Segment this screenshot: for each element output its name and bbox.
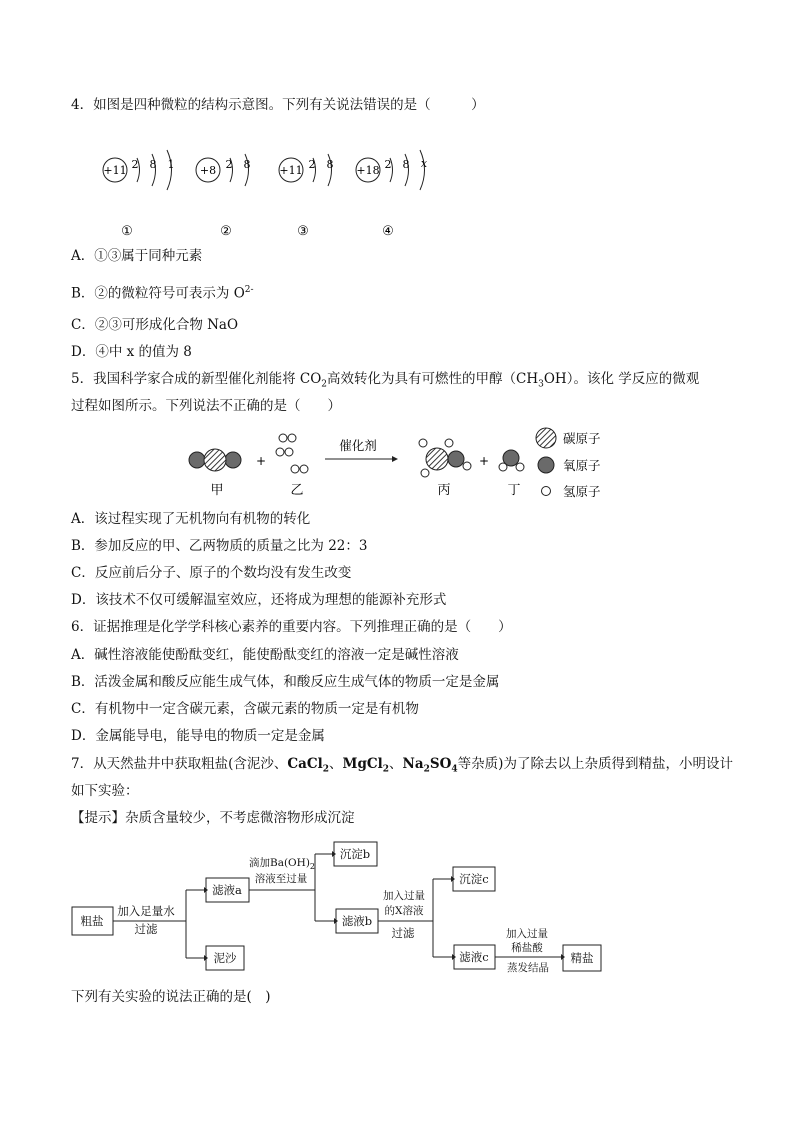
label-mud: 泥沙 xyxy=(213,951,237,965)
molecules-h2 xyxy=(276,434,308,473)
q5-reaction-diagram xyxy=(0,425,794,505)
label-ding: 丁 xyxy=(507,483,521,498)
q4-option-c: C．②③可形成化合物 NaO xyxy=(71,317,239,333)
q5-stem-line2: 过程如图所示。下列说法不正确的是（ ） xyxy=(71,398,341,414)
step4-line1: 加入过量 xyxy=(506,928,548,940)
atom-2-shell-2: 8 xyxy=(243,158,251,171)
q7-stem-line2: 如下实验： xyxy=(71,783,139,799)
legend-carbon-icon xyxy=(536,428,556,448)
atom-4-nucleus: +18 xyxy=(356,164,380,177)
step3-top2: 的X溶液 xyxy=(384,905,424,917)
atom-4-shell-3: x xyxy=(420,157,428,170)
label-filtrate-b: 滤液b xyxy=(341,914,373,928)
step3-bottom: 过滤 xyxy=(391,926,415,940)
q7-stem-line1: 7．从天然盐井中获取粗盐(含泥沙、CaCl$_2$、MgCl$_2$、$Na_2SO_4$等杂质)为了除去以上杂质得到精盐，小明设计 xyxy=(71,756,733,775)
legend-oxygen-icon xyxy=(538,457,554,473)
label-filtrate-c: 滤液c xyxy=(459,950,489,964)
q5-option-d: D．该技术不仅可缓解温室效应，还将成为理想的能源补充形式 xyxy=(71,592,447,608)
q4-option-b: B．②的微粒符号可表示为 $O^{2-}$ xyxy=(71,285,254,302)
q7-hint: 【提示】杂质含量较少，不考虑微溶物形成沉淀 xyxy=(71,810,355,826)
step2-top1: 滴加$Ba(OH)_2$ xyxy=(248,857,316,871)
atom-1-shell-3: 1 xyxy=(167,158,175,171)
step4-line2: 稀盐酸 xyxy=(511,942,543,954)
legend-carbon-label: 碳原子 xyxy=(563,431,601,446)
label-precipitate-b: 沉淀b xyxy=(339,847,371,861)
q4-option-d: D．④中 x 的值为 8 xyxy=(71,344,192,360)
label-crude-salt: 粗盐 xyxy=(80,914,104,928)
step3-top1: 加入过量 xyxy=(383,890,425,902)
legend-oxygen-label: 氧原子 xyxy=(563,458,601,473)
legend-hydrogen-label: 氢原子 xyxy=(563,484,601,499)
q4-stem: 4．如图是四种微粒的结构示意图。下列有关说法错误的是（ ） xyxy=(71,97,485,113)
q6-stem: 6．证据推理是化学学科核心素养的重要内容。下列推理正确的是（ ） xyxy=(71,619,512,635)
atom-1-shell-1: 2 xyxy=(131,158,139,171)
q5-stem-line1: 5．我国科学家合成的新型催化剂能将 $CO_2$高效转化为具有可燃性的甲醇$(CH_3OH)$。该化 学反应的微观 xyxy=(71,371,700,390)
label-yi: 乙 xyxy=(290,483,304,498)
q6-option-c: C．有机物中一定含碳元素，含碳元素的物质一定是有机物 xyxy=(71,701,419,717)
step4-line3: 蒸发结晶 xyxy=(507,962,549,974)
atom-2-index: ② xyxy=(220,224,232,239)
plus-sign-2: + xyxy=(478,454,490,468)
plus-sign-1: + xyxy=(255,454,267,468)
atom-1 xyxy=(103,150,175,190)
step1-top: 加入足量水 xyxy=(117,904,175,918)
label-filtrate-a: 滤液a xyxy=(212,883,242,897)
label-fine-salt: 精盐 xyxy=(570,951,594,965)
q6-option-d: D．金属能导电，能导电的物质一定是金属 xyxy=(71,728,325,744)
molecule-ch3oh xyxy=(419,439,471,477)
label-precipitate-c: 沉淀c xyxy=(459,872,489,886)
atom-2-nucleus: +8 xyxy=(199,164,217,177)
atom-3-index: ③ xyxy=(297,224,309,239)
q7-question: 下列有关实验的说法正确的是( ) xyxy=(71,989,271,1005)
atom-1-shell-2: 8 xyxy=(149,158,157,171)
atom-3-shell-2: 8 xyxy=(326,158,334,171)
molecule-h2o xyxy=(499,450,524,471)
atom-2-shell-1: 2 xyxy=(225,158,233,171)
molecule-co2 xyxy=(189,449,241,471)
atom-4 xyxy=(356,150,428,190)
legend xyxy=(536,428,601,499)
step2-top2: 溶液至过量 xyxy=(254,873,308,885)
q5-option-a: A．该过程实现了无机物向有机物的转化 xyxy=(71,511,311,527)
label-jia: 甲 xyxy=(210,483,224,498)
q4-option-a: A．①③属于同种元素 xyxy=(71,248,203,264)
atom-3-nucleus: +11 xyxy=(279,164,303,177)
atom-1-index: ① xyxy=(121,224,133,239)
catalyst-label: 催化剂 xyxy=(339,438,377,453)
legend-hydrogen-icon xyxy=(542,487,551,496)
q4-atom-structure-diagram xyxy=(0,140,794,260)
atom-3-shell-1: 2 xyxy=(308,158,316,171)
atom-4-shell-1: 2 xyxy=(384,158,392,171)
atom-1-nucleus: +11 xyxy=(103,164,127,177)
q6-option-a: A．碱性溶液能使酚酞变红，能使酚酞变红的溶液一定是碱性溶液 xyxy=(71,647,459,663)
atom-4-index: ④ xyxy=(382,224,394,239)
atom-3 xyxy=(279,154,334,186)
atom-4-shell-2: 8 xyxy=(402,158,410,171)
step1-bottom: 过滤 xyxy=(134,922,158,936)
q5-option-c: C．反应前后分子、原子的个数均没有发生改变 xyxy=(71,565,352,581)
atom-2 xyxy=(196,154,251,186)
q7-flowchart xyxy=(0,838,794,988)
label-bing: 丙 xyxy=(437,483,451,498)
q5-option-b: B．参加反应的甲、乙两物质的质量之比为 22：3 xyxy=(71,538,368,554)
q6-option-b: B．活泼金属和酸反应能生成气体，和酸反应生成气体的物质一定是金属 xyxy=(71,674,500,690)
